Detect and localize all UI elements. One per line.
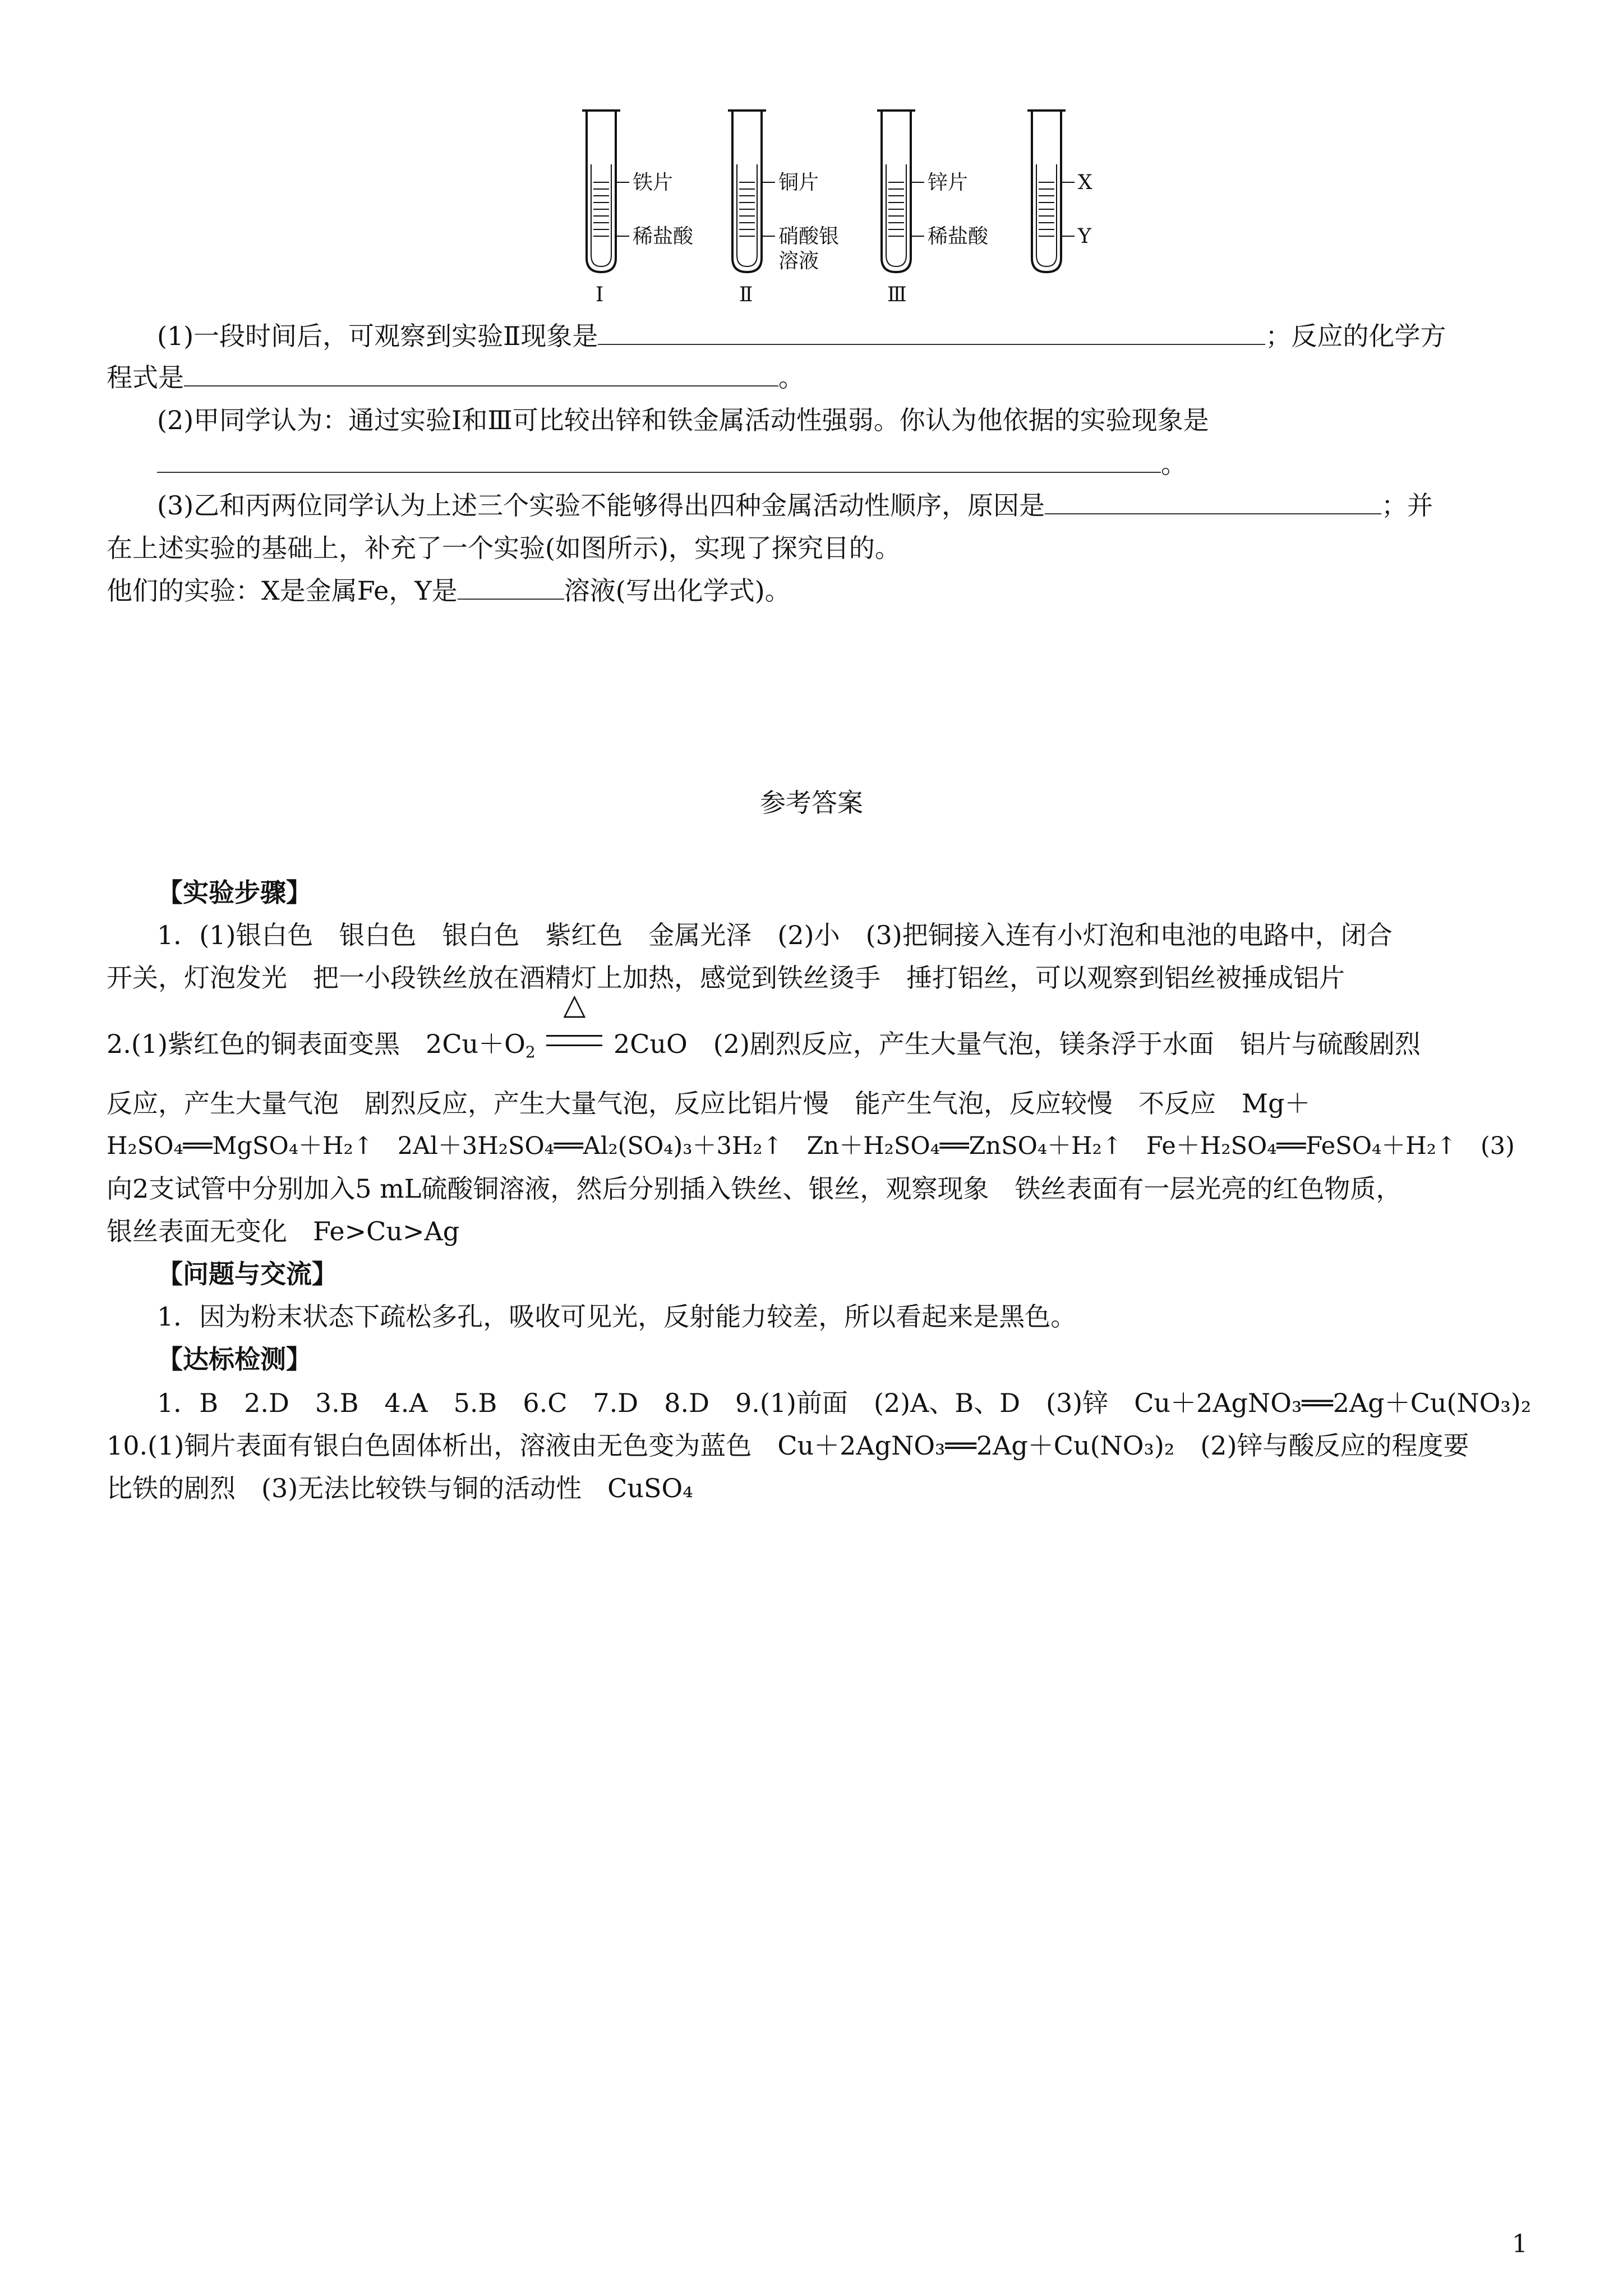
tube-4-upper-label: X [1078,171,1092,194]
answer-blank-2[interactable] [184,361,778,386]
assessment-answer-line-1: 1．B 2.D 3.B 4.A 5.B 6.C 7.D 8.D 9.(1)前面 (2)A、B、D (3)锌 Cu＋2AgNO₃══2Ag＋Cu(NO₃)₂ [157,1388,1532,1418]
tube-1-lower-label: 稀盐酸 [633,225,694,248]
question-1-text-b: ；反应的化学方 [1265,321,1446,351]
answer-blank-1[interactable] [598,319,1265,345]
answer-2-line-3: H₂SO₄══MgSO₄＋H₂↑ 2Al＋3H₂SO₄══Al₂(SO₄)₃＋3H₂↑ Zn＋H₂SO₄══ZnSO₄＋H₂↑ Fe＋H₂SO₄══FeSO₄＋H₂↑ (3) [107,1132,1515,1160]
question-1-text-c: 程式是 [107,362,184,393]
question-3-line-2 [107,531,1520,565]
tube-2-lower-label-2: 溶液 [778,250,819,273]
question-2-text: (2)甲同学认为：通过实验Ⅰ和Ⅲ可比较出锌和铁金属活动性强弱。你认为他依据的实验现象是 [157,405,1209,435]
question-3-text-d: 他们的实验：X是金属Fe，Y是 [107,576,458,606]
test-tube-1 [582,111,629,272]
tube-1-upper-label: 铁片 [633,171,674,194]
test-tube-diagram [561,104,1122,306]
question-3-text-e: 溶液(写出化学式)。 [564,576,791,606]
question-3-text-b: ；并 [1381,490,1433,521]
tube-3-upper-label: 锌片 [928,171,969,194]
question-3-line-3 [107,573,1520,608]
tube-4-lower-label: Y [1078,225,1091,248]
answer-1-line-2: 开关，灯泡发光 把一小段铁丝放在酒精灯上加热，感觉到铁丝烫手 捶打铝丝，可以观察到铝丝被捶成铝片 [107,963,1345,993]
tube-2-lower-label: 硝酸银 [778,225,840,248]
tube-2-upper-label: 铜片 [778,171,819,194]
question-3-line-1 [157,488,1570,523]
test-tube-2 [728,111,775,272]
answer-2-text-b: 2CuO (2)剧烈反应，产生大量气泡，镁条浮于水面 铝片与硫酸剧烈 [613,1029,1421,1059]
tube-3-lower-label: 稀盐酸 [928,225,989,248]
answer-2-line-4: 向2支试管中分别加入5 mL硫酸铜溶液，然后分别插入铁丝、银丝，观察现象 铁丝表面有一层光亮的红色物质， [107,1174,1402,1204]
test-tube-3 [877,111,924,272]
tube-2-numeral: Ⅱ [739,283,753,306]
answer-blank-3[interactable] [157,447,1161,473]
question-1-line-2 [107,360,1520,395]
question-3-text-c: 在上述实验的基础上，补充了一个实验(如图所示)，实现了探究目的。 [107,533,901,563]
question-2-line-1 [157,403,1570,438]
question-1-text: (1)一段时间后，可观察到实验Ⅱ现象是 [157,321,598,351]
tube-3-numeral: Ⅲ [887,283,907,306]
heat-reaction-sign: △ [543,1027,605,1061]
question-2-text-b: 。 [1161,449,1187,479]
section-heading-assessment: 【达标检测】 [157,1344,312,1374]
page-number: 1 [1512,2230,1528,2258]
answer-2-line-1: 2.(1)紫红色的铜表面变黑 $2Cu+O_2$ △ 2CuO (2)剧烈反应，产生大量气泡，镁条浮于水面 铝片与硫酸剧烈 [107,988,1421,1061]
section-heading-steps: 【实验步骤】 [157,877,312,908]
assessment-answer-line-3: 比铁的剧烈 (3)无法比较铁与铜的活动性 CuSO₄ [107,1473,693,1503]
answers-title: 参考答案 [760,788,863,818]
question-3-text: (3)乙和丙两位同学认为上述三个实验不能够得出四种金属活动性顺序，原因是 [157,490,1045,521]
tube-1-numeral: Ⅰ [596,283,604,306]
answer-1-line-1: 1．(1)银白色 银白色 银白色 紫红色 金属光泽 (2)小 (3)把铜接入连有小灯泡和电池的电路中，闭合 [157,920,1393,950]
question-2-line-2 [157,447,1570,481]
test-tube-4 [1027,111,1075,272]
assessment-answer-line-2: 10.(1)铜片表面有银白色固体析出，溶液由无色变为蓝色 Cu＋2AgNO₃══2Ag＋Cu(NO₃)₂ (2)锌与酸反应的程度要 [107,1430,1469,1461]
discussion-answer-1: 1．因为粉末状态下疏松多孔，吸收可见光，反射能力较差，所以看起来是黑色。 [157,1301,1077,1332]
answer-2-text-a: 2.(1)紫红色的铜表面变黑 2Cu＋O [107,1029,525,1059]
answer-blank-5[interactable] [458,574,564,600]
section-heading-discussion: 【问题与交流】 [157,1259,338,1289]
question-1-line-1 [157,319,1570,353]
answer-blank-4[interactable] [1045,489,1381,514]
answer-2-line-5: 银丝表面无变化 Fe>Cu>Ag [107,1216,460,1246]
question-1-text-d: 。 [778,362,804,393]
answer-2-line-2: 反应，产生大量气泡 剧烈反应，产生大量气泡，反应比铝片慢 能产生气泡，反应较慢 不反应 Mg＋ [107,1088,1311,1119]
